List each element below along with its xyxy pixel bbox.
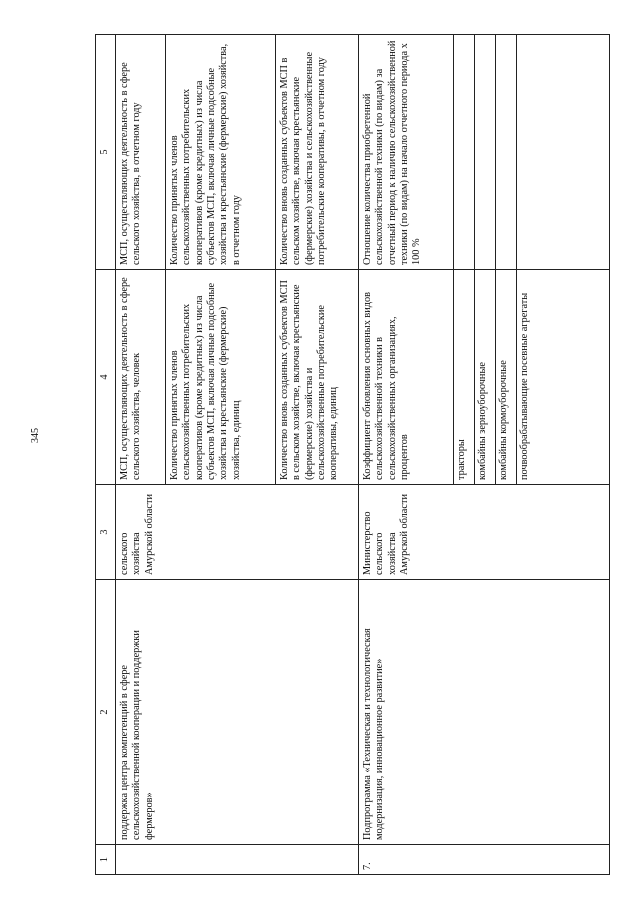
header-col-2: 2: [96, 580, 116, 845]
empty-cell: [475, 35, 496, 270]
header-col-5: 5: [96, 35, 116, 270]
description-cell: Отношение количества приобретенной сельскохозяйственной техники (по видам) за отчетный период к наличию сельскохозяйственной техники (по видам) на начало отчетного периода х 100 %: [359, 35, 454, 270]
sub-item-cell: почвообрабатывающие посевные агрегаты: [517, 270, 610, 485]
sub-item-cell: комбайны зерноуборочные: [475, 270, 496, 485]
header-col-3: 3: [96, 485, 116, 580]
description-cell: Количество принятых членов сельскохозяйственных потребительских кооперативов (кроме кредитных) из числа субъектов МСП, включая личные подсобные хозяйства и крестьянские (фермерские) хозяйства, в отчетном году: [166, 35, 276, 270]
description-cell: МСП, осуществляющих деятельность в сфере сельского хозяйства, в отчетном году: [116, 35, 166, 270]
indicator-cell: Количество принятых членов сельскохозяйственных потребительских кооперативов (кроме кредитных) из числа субъектов МСП, включая личные подсобные хозяйства и крестьянские (фермерские) хозяйства, единиц: [166, 270, 276, 485]
sub-item-cell: комбайны кормоуборочные: [496, 270, 517, 485]
row-number: 7.: [359, 845, 610, 875]
description-cell: Количество вновь созданных субъектов МСП в сельском хозяйстве, включая крестьянские (фермерские) хозяйства и сельскохозяйственные потребительские кооперативы, в отчетном году: [276, 35, 359, 270]
measure-cell: Подпрограмма «Техническая и технологическая модернизация, инновационное развитие»: [359, 580, 610, 845]
table-row: [359, 35, 454, 875]
measure-cell: поддержка центра компетенций в сфере сельскохозяйственной кооперации и поддержки фермеров»: [116, 580, 359, 845]
header-col-1: 1: [96, 845, 116, 875]
program-table: [95, 34, 610, 875]
header-col-4: 4: [96, 270, 116, 485]
empty-cell: [496, 35, 517, 270]
table-row: [116, 35, 166, 875]
empty-cell: [454, 35, 475, 270]
row-number: [116, 845, 359, 875]
header-row: [96, 35, 116, 875]
sub-item-cell: тракторы: [454, 270, 475, 485]
indicator-cell: Коэффициент обновления основных видов сельскохозяйственной техники в сельскохозяйственных организациях, процентов: [359, 270, 454, 485]
executor-cell: сельского хозяйства Амурской области: [116, 485, 359, 580]
page-number: 345: [30, 428, 41, 443]
indicator-cell: Количество вновь созданных субъектов МСП в сельском хозяйстве, включая крестьянские (фермерские) хозяйства и сельскохозяйственные потребительские кооперативы, единиц: [276, 270, 359, 485]
empty-cell: [517, 35, 610, 270]
program-table-frame: [95, 35, 610, 875]
executor-cell: Министерство сельского хозяйства Амурской области: [359, 485, 610, 580]
indicator-cell: МСП, осуществляющих деятельность в сфере сельского хозяйства, человек: [116, 270, 166, 485]
